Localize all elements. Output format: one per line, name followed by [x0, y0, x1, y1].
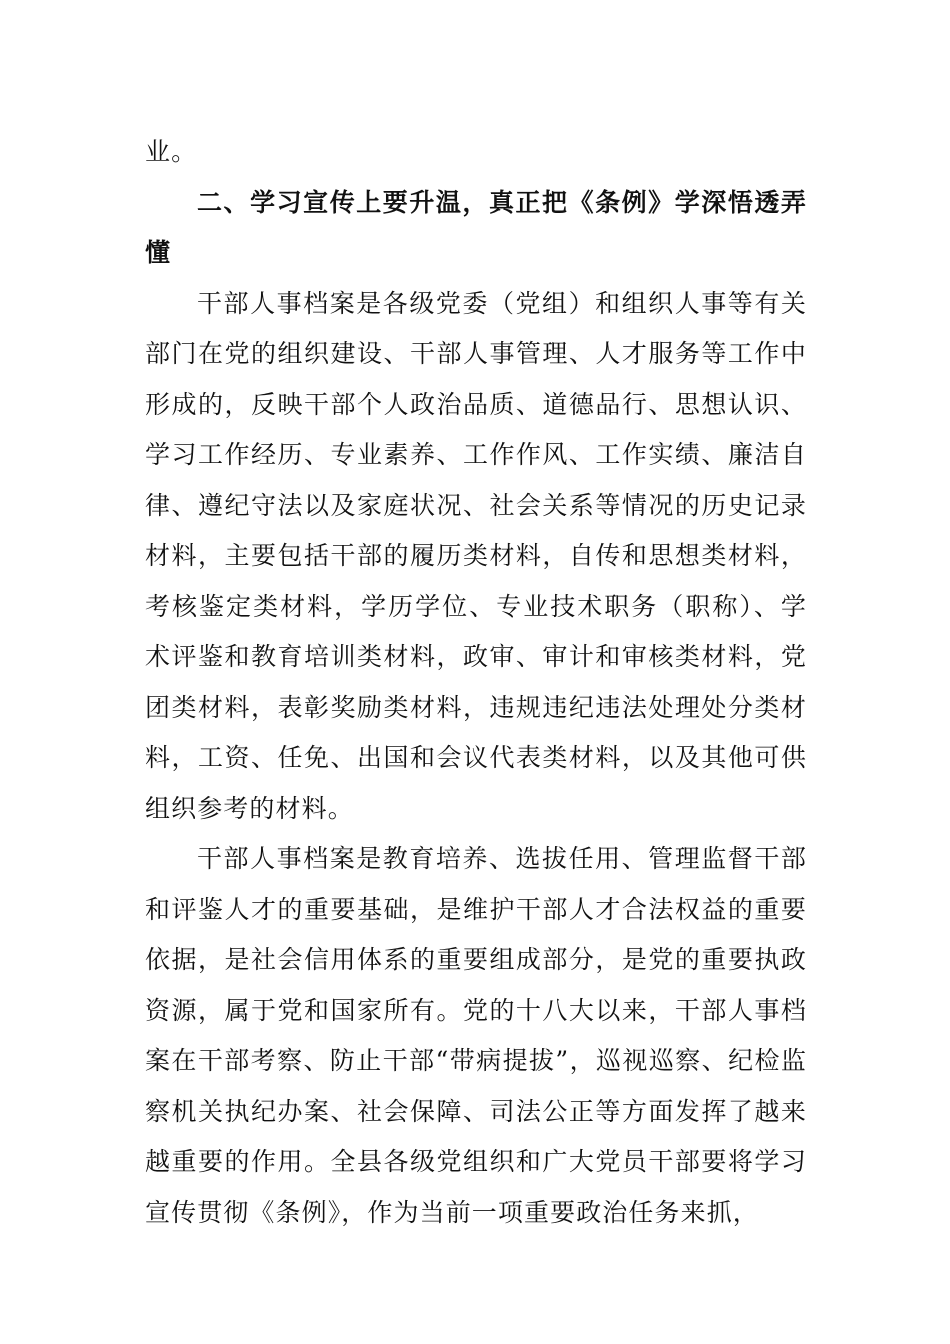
section-heading: 二、学习宣传上要升温，真正把《条例》学深悟透弄懂 [145, 187, 807, 267]
paragraph-2: 干部人事档案是教育培养、选拔任用、管理监督干部和评鉴人才的重要基础，是维护干部人才合法权益的重要依据，是社会信用体系的重要组成部分，是党的重要执政资源，属于党和国家所有。党的十八大以来，干部人事档案在干部考察、防止干部“带病提拔”，巡视巡察、纪检监察机关执纪办案、社会保障、司法公正等方面发挥了越来越重要的作用。全县各级党组织和广大党员干部要将学习宣传贯彻《条例》，作为当前一项重要政治任务来抓， [145, 844, 807, 1227]
document-body [145, 127, 807, 1238]
continuation-text: 业。 [145, 137, 198, 166]
paragraph-1: 干部人事档案是各级党委（党组）和组织人事等有关部门在党的组织建设、干部人事管理、人才服务等工作中形成的，反映干部个人政治品质、道德品行、思想认识、学习工作经历、专业素养、工作作风、工作实绩、廉洁自律、遵纪守法以及家庭状况、社会关系等情况的历史记录材料，主要包括干部的履历类材料，自传和思想类材料，考核鉴定类材料，学历学位、专业技术职务（职称）、学术评鉴和教育培训类材料，政审、审计和审核类材料，党团类材料，表彰奖励类材料，违规违纪违法处理处分类材料，工资、任免、出国和会议代表类材料，以及其他可供组织参考的材料。 [145, 288, 807, 823]
